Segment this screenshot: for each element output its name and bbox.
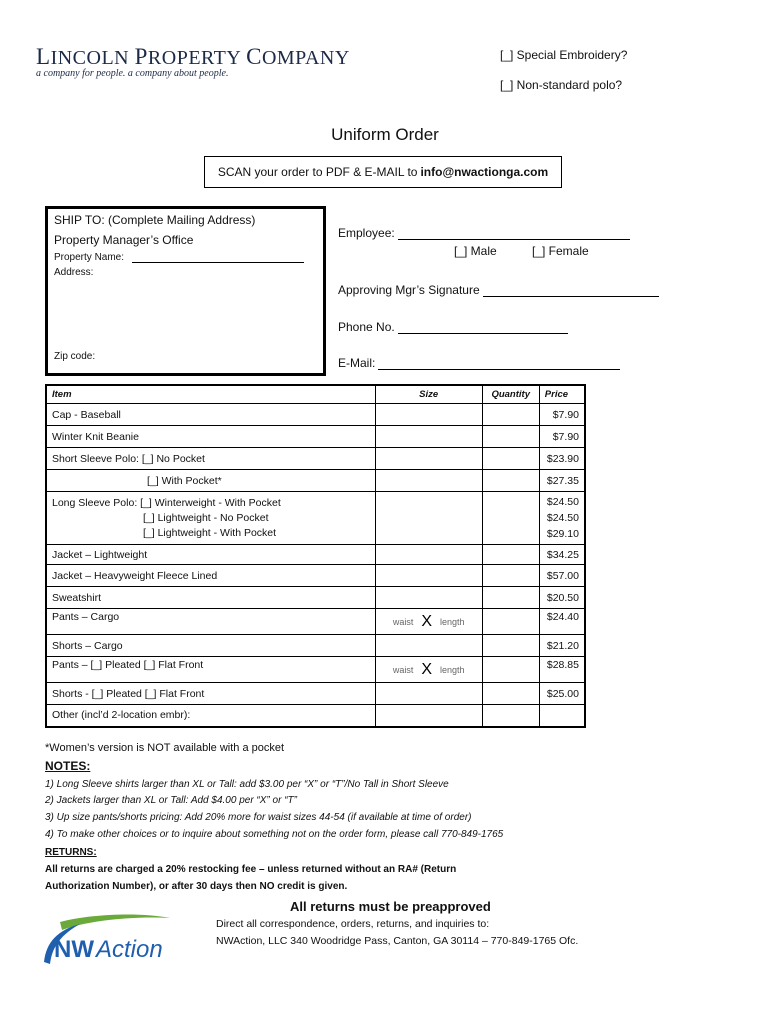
quantity-cell[interactable] bbox=[482, 635, 539, 657]
size-cell[interactable] bbox=[375, 470, 482, 492]
size-cell[interactable] bbox=[375, 565, 482, 587]
quantity-cell[interactable] bbox=[482, 470, 539, 492]
quantity-cell[interactable] bbox=[482, 565, 539, 587]
employee-field[interactable]: Employee: bbox=[338, 226, 630, 240]
quantity-cell[interactable] bbox=[482, 609, 539, 635]
size-cell[interactable] bbox=[375, 448, 482, 470]
table-row: Shorts - [_] Pleated [_] Flat Front $25.00 bbox=[46, 683, 585, 705]
table-row: Pants – Cargo waist X length $24.40 bbox=[46, 609, 585, 635]
logo-action-text: Action bbox=[96, 936, 163, 963]
table-row: Winter Knit Beanie $7.90 bbox=[46, 426, 585, 448]
quantity-cell[interactable] bbox=[482, 426, 539, 448]
table-row: Pants – [_] Pleated [_] Flat Front waist X length $28.85 bbox=[46, 657, 585, 683]
logo-swoosh-green bbox=[60, 915, 170, 930]
size-cell[interactable] bbox=[375, 426, 482, 448]
size-cell[interactable] bbox=[375, 545, 482, 565]
waist-length-cell[interactable]: waist X length bbox=[375, 609, 482, 635]
property-name-field[interactable]: Property Name: bbox=[54, 252, 304, 263]
note-3: 3) Up size pants/shorts pricing: Add 20% more for waist sizes 44-54 (if available at time of order) bbox=[45, 812, 472, 823]
ship-to-heading: SHIP TO: (Complete Mailing Address) bbox=[54, 213, 256, 227]
waist-length-cell[interactable]: waist X length bbox=[375, 657, 482, 683]
scan-text: SCAN your order to PDF & E-MAIL to bbox=[217, 165, 418, 179]
header-item: Item bbox=[46, 385, 375, 404]
table-row: Sweatshirt $20.50 bbox=[46, 587, 585, 609]
returns-line-1: All returns are charged a 20% restocking fee – unless returned without an RA# (Return bbox=[45, 864, 457, 875]
notes-heading: NOTES: bbox=[45, 759, 91, 773]
table-row: [_] With Pocket* $27.35 bbox=[46, 470, 585, 492]
header-quantity: Quantity bbox=[482, 385, 539, 404]
size-cell[interactable] bbox=[375, 705, 482, 727]
nonstandard-polo-checkbox[interactable]: [_] Non-standard polo? bbox=[500, 78, 623, 92]
quantity-cell[interactable] bbox=[482, 657, 539, 683]
page-title: Uniform Order bbox=[331, 125, 439, 144]
womens-footnote: *Women’s version is NOT available with a pocket bbox=[45, 742, 285, 754]
table-header-row bbox=[46, 385, 585, 404]
ship-to-office: Property Manager’s Office bbox=[54, 233, 194, 247]
order-table bbox=[45, 384, 586, 728]
address-field[interactable]: Address: bbox=[54, 267, 94, 278]
table-row: Other (incl’d 2-location embr): bbox=[46, 705, 585, 727]
preapproved-heading: All returns must be preapproved bbox=[290, 899, 491, 914]
lincoln-logo-title: LINCOLN PROPERTY COMPANY bbox=[36, 44, 350, 69]
logo-nw-text: NW bbox=[54, 936, 94, 963]
phone-field[interactable]: Phone No. bbox=[338, 320, 568, 334]
returns-heading: RETURNS: bbox=[45, 847, 97, 858]
scan-instruction-box bbox=[204, 156, 562, 188]
female-checkbox[interactable]: [_] Female bbox=[532, 244, 589, 258]
quantity-cell[interactable] bbox=[482, 545, 539, 565]
approving-signature-field[interactable]: Approving Mgr’s Signature bbox=[338, 283, 659, 297]
header-size: Size bbox=[375, 385, 482, 404]
zip-code-field[interactable]: Zip code: bbox=[54, 351, 96, 362]
size-cell[interactable] bbox=[375, 492, 482, 545]
table-row: Cap - Baseball $7.90 bbox=[46, 404, 585, 426]
scan-email[interactable]: info@nwactionga.com bbox=[420, 165, 549, 179]
email-field[interactable]: E-Mail: bbox=[338, 356, 620, 370]
size-cell[interactable] bbox=[375, 635, 482, 657]
quantity-cell[interactable] bbox=[482, 404, 539, 426]
table-row: Jacket – Lightweight $34.25 bbox=[46, 545, 585, 565]
table-row: Long Sleeve Polo: [_] Winterweight - With Pocket [_] Lightweight - No Pocket [_] Lightweight - With Pocket $24.50 $24.50 $29.10 bbox=[46, 492, 585, 545]
special-embroidery-checkbox[interactable]: [_] Special Embroidery? bbox=[500, 48, 628, 62]
nwaction-logo bbox=[40, 912, 180, 972]
note-2: 2) Jackets larger than XL or Tall: Add $4.00 per “X” or “T” bbox=[45, 795, 297, 806]
returns-line-2: Authorization Number), or after 30 days then NO credit is given. bbox=[45, 881, 348, 892]
table-row: Shorts – Cargo $21.20 bbox=[46, 635, 585, 657]
quantity-cell[interactable] bbox=[482, 705, 539, 727]
size-cell[interactable] bbox=[375, 683, 482, 705]
direct-line-2: NWAction, LLC 340 Woodridge Pass, Canton, GA 30114 – 770-849-1765 Ofc. bbox=[216, 935, 579, 947]
size-cell[interactable] bbox=[375, 404, 482, 426]
note-4: 4) To make other choices or to inquire about something not on the order form, please call 770-849-1765 bbox=[45, 829, 504, 840]
table-row: Short Sleeve Polo: [_] No Pocket $23.90 bbox=[46, 448, 585, 470]
lincoln-tagline: a company for people. a company about people. bbox=[36, 68, 229, 79]
direct-line-1: Direct all correspondence, orders, returns, and inquiries to: bbox=[216, 918, 490, 930]
note-1: 1) Long Sleeve shirts larger than XL or Tall: add $3.00 per “X” or “T”/No Tall in Short Sleeve bbox=[45, 779, 449, 790]
size-cell[interactable] bbox=[375, 587, 482, 609]
male-checkbox[interactable]: [_] Male bbox=[454, 244, 497, 258]
quantity-cell[interactable] bbox=[482, 683, 539, 705]
header-price: Price bbox=[539, 385, 585, 404]
ship-to-box bbox=[45, 206, 326, 376]
table-row: Jacket – Heavyweight Fleece Lined $57.00 bbox=[46, 565, 585, 587]
quantity-cell[interactable] bbox=[482, 448, 539, 470]
quantity-cell[interactable] bbox=[482, 587, 539, 609]
quantity-cell[interactable] bbox=[482, 492, 539, 545]
